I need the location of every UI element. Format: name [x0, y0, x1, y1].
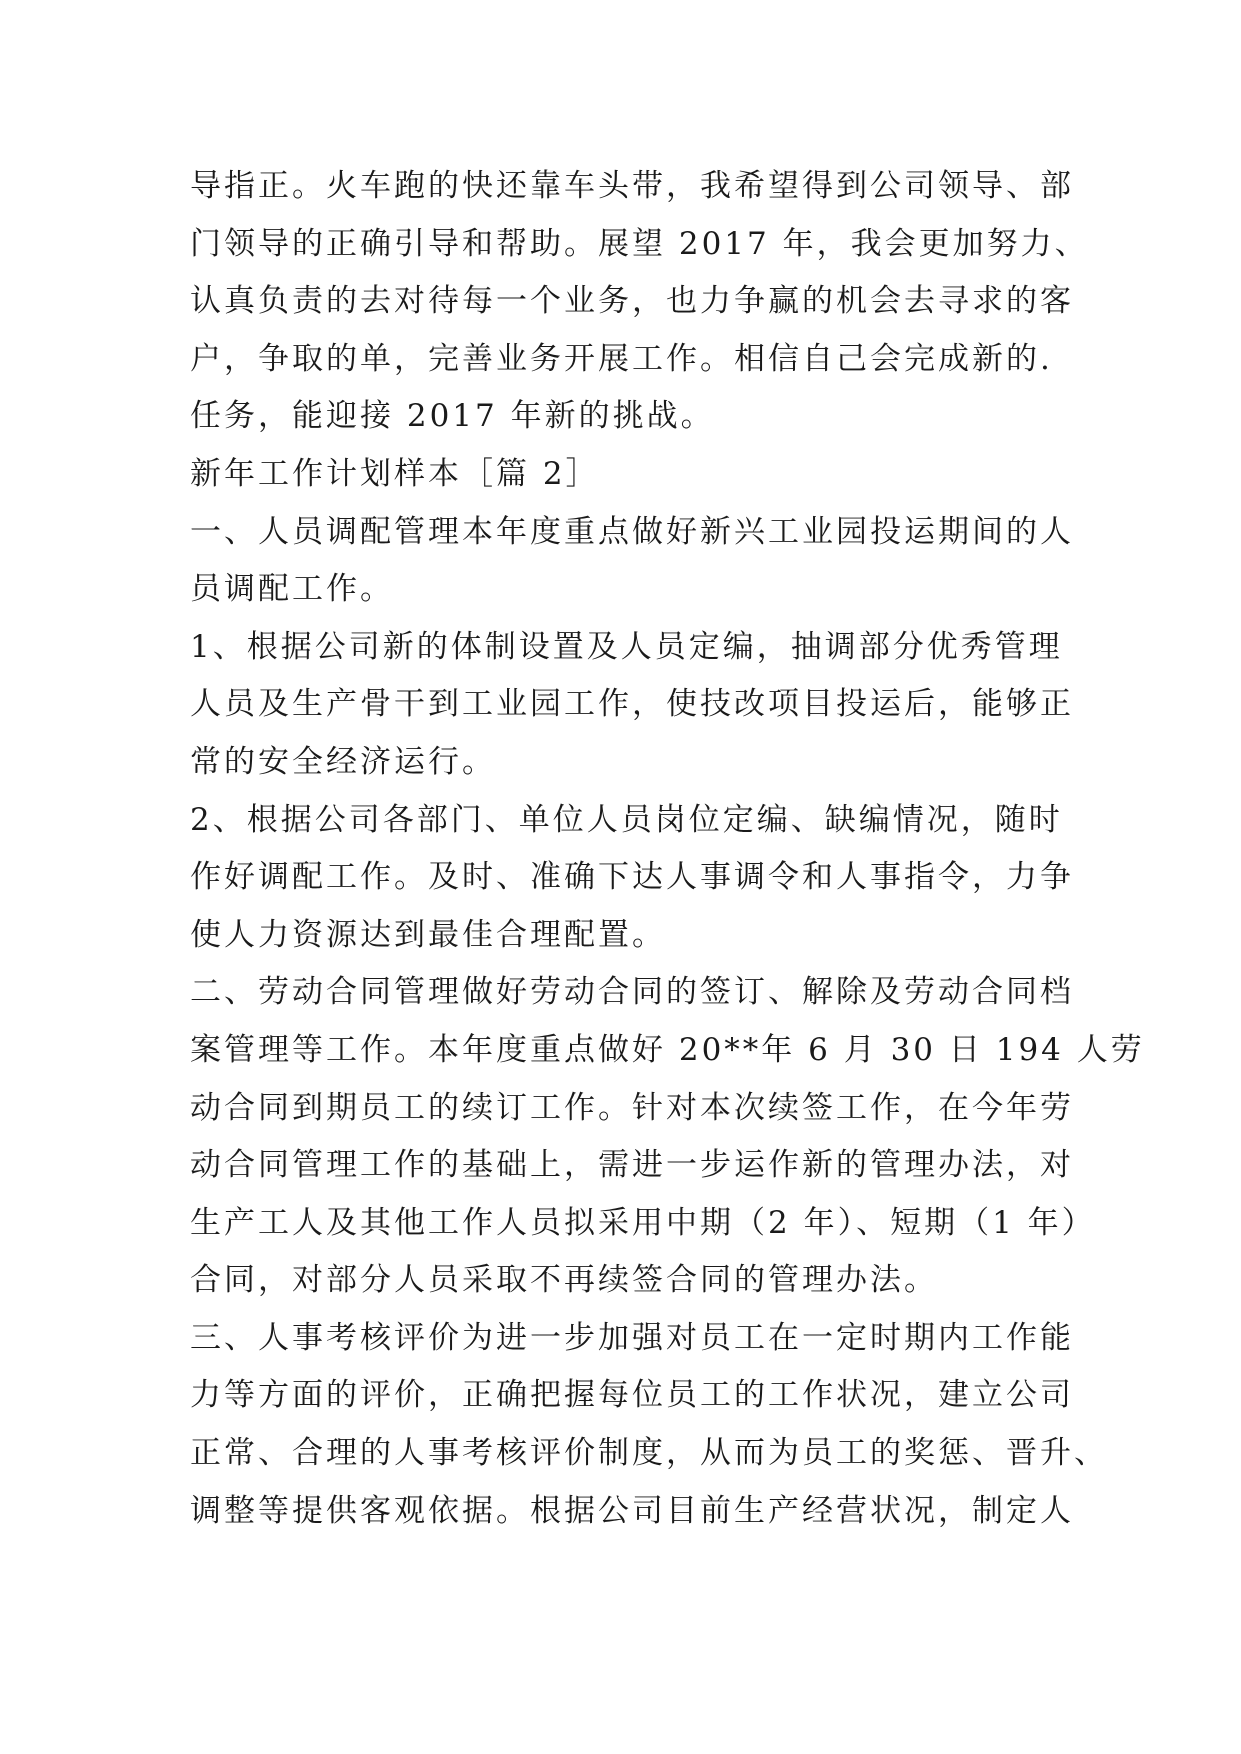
text-line: 常的安全经济运行。 — [190, 743, 496, 780]
text-line: 门领导的正确引导和帮助。展望 2017 年，我会更加努力、 — [190, 225, 1089, 262]
text-line: 动合同到期员工的续订工作。针对本次续签工作，在今年劳 — [190, 1089, 1074, 1126]
text-line: 生产工人及其他工作人员拟采用中期（2 年）、短期（1 年） — [190, 1204, 1096, 1241]
text-line: 导指正。火车跑的快还靠车头带，我希望得到公司领导、部 — [190, 168, 1074, 204]
text-line: 1、根据公司新的体制设置及人员定编，抽调部分优秀管理 — [190, 628, 1063, 665]
text-line: 户，争取的单，完善业务开展工作。相信自己会完成新的. — [190, 340, 1053, 377]
text-line: 动合同管理工作的基础上，需进一步运作新的管理办法，对 — [190, 1147, 1074, 1184]
document-body — [190, 158, 1145, 1540]
text-line: 员调配工作。 — [190, 571, 394, 608]
text-line: 2、根据公司各部门、单位人员岗位定编、缺编情况，随时 — [190, 801, 1063, 838]
text-line: 使人力资源达到最佳合理配置。 — [190, 916, 666, 953]
text-line: 任务，能迎接 2017 年新的挑战。 — [190, 398, 715, 435]
text-line: 力等方面的评价，正确把握每位员工的工作状况，建立公司 — [190, 1377, 1074, 1414]
text-line: 作好调配工作。及时、准确下达人事调令和人事指令，力争 — [190, 859, 1074, 896]
text-line: 正常、合理的人事考核评价制度，从而为员工的奖惩、晋升、 — [190, 1435, 1108, 1472]
text-line: 合同，对部分人员采取不再续签合同的管理办法。 — [190, 1262, 938, 1299]
text-line: 调整等提供客观依据。根据公司目前生产经营状况，制定人 — [190, 1492, 1074, 1529]
text-line: 三、人事考核评价为进一步加强对员工在一定时期内工作能 — [190, 1319, 1074, 1356]
text-line: 人员及生产骨干到工业园工作，使技改项目投运后，能够正 — [190, 686, 1074, 723]
section-heading: 新年工作计划样本［篇 2］ — [190, 455, 600, 492]
text-line: 一、人员调配管理本年度重点做好新兴工业园投运期间的人 — [190, 513, 1074, 550]
text-line: 案管理等工作。本年度重点做好 20**年 6 月 30 日 194 人劳 — [190, 1031, 1145, 1068]
text-line: 认真负责的去对待每一个业务，也力争赢的机会去寻求的客 — [190, 283, 1074, 320]
text-line: 二、劳动合同管理做好劳动合同的签订、解除及劳动合同档 — [190, 974, 1074, 1011]
